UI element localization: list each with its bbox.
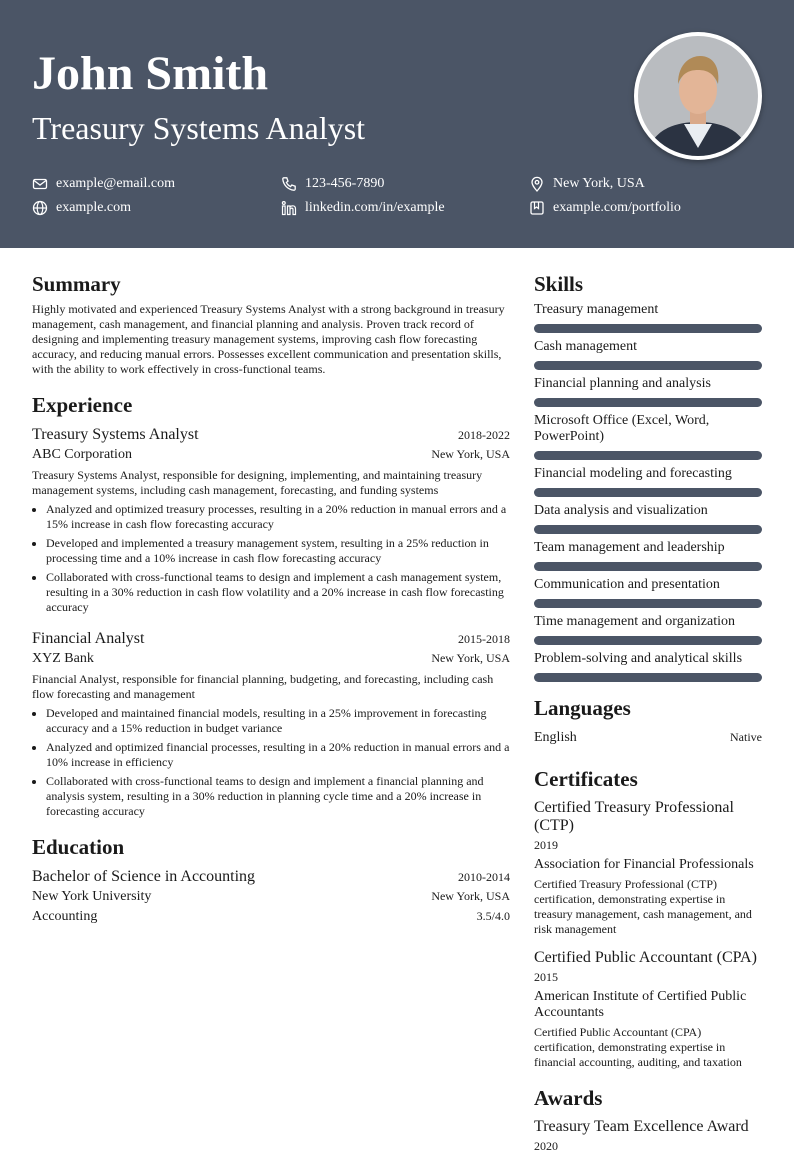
job-company: ABC Corporation xyxy=(32,447,132,462)
skill-bar xyxy=(534,673,762,682)
job-dates: 2018-2022 xyxy=(458,428,510,442)
contact-location xyxy=(529,175,645,193)
awards-heading: Awards xyxy=(534,1086,603,1110)
globe-icon xyxy=(32,200,48,216)
certificate-issuer: American Institute of Certified Public Accountants xyxy=(534,989,747,1020)
award-year: 2020 xyxy=(534,1139,558,1153)
summary-heading: Summary xyxy=(32,272,121,296)
skill-name: Team management and leadership xyxy=(534,540,725,555)
phone-text: 123-456-7890 xyxy=(305,176,385,191)
phone-icon xyxy=(281,176,297,192)
location-pin-icon xyxy=(529,176,545,192)
certificate-description: Certified Public Accountant (CPA) certification, demonstrating expertise in financial accounting, auditing, and taxation xyxy=(534,1025,742,1069)
degree: Bachelor of Science in Accounting xyxy=(32,868,256,885)
job-bullet: • Analyzed and optimized financial processes, resulting in a 20% reduction in manual errors and a 10% increase in efficiency xyxy=(46,740,510,770)
language-level: Native xyxy=(730,730,762,744)
certificates-heading: Certificates xyxy=(534,767,638,791)
linkedin-icon xyxy=(281,200,297,216)
candidate-title: Treasury Systems Analyst xyxy=(32,110,366,146)
skill-name: Communication and presentation xyxy=(534,577,720,592)
contact-email[interactable] xyxy=(32,175,175,193)
job-dates: 2015-2018 xyxy=(458,632,510,646)
mail-icon xyxy=(32,176,48,192)
gpa: 3.5/4.0 xyxy=(476,909,510,923)
skill-name: Financial modeling and forecasting xyxy=(534,466,732,481)
email-text: example@email.com xyxy=(56,176,176,191)
certificate-description: Certified Treasury Professional (CTP) certification, demonstrating expertise in treasury management, cash management, and risk management xyxy=(534,877,752,936)
skill-bar xyxy=(534,324,762,333)
portfolio-icon xyxy=(529,200,545,216)
job-entry xyxy=(32,425,510,615)
certificate-issuer: Association for Financial Professionals xyxy=(534,857,754,872)
skill-name: Cash management xyxy=(534,339,638,354)
certificate-year: 2019 xyxy=(534,838,558,852)
skill-bar xyxy=(534,451,762,460)
certificate-entry xyxy=(534,949,762,1070)
profile-photo xyxy=(634,32,762,160)
certificate-entry xyxy=(534,799,762,937)
skill-bar xyxy=(534,488,762,497)
linkedin-text: linkedin.com/in/example xyxy=(305,200,445,215)
header-banner xyxy=(0,0,794,248)
job-company: XYZ Bank xyxy=(32,651,94,666)
skills-list xyxy=(534,302,762,682)
job-bullets xyxy=(32,502,510,615)
contact-portfolio[interactable] xyxy=(529,199,681,217)
skill-bar xyxy=(534,525,762,534)
skill-bar xyxy=(534,599,762,608)
contact-linkedin[interactable] xyxy=(281,199,445,217)
skill-bar xyxy=(534,636,762,645)
skill-name: Data analysis and visualization xyxy=(534,503,708,518)
language-entry xyxy=(534,728,762,747)
contact-website[interactable] xyxy=(32,199,131,217)
job-bullet: • Developed and implemented a treasury management system, resulting in a 25% reduction in processing time and a 10% increase in cash flow forecasting accuracy xyxy=(46,536,510,566)
award-entry xyxy=(534,1118,762,1154)
location-text: New York, USA xyxy=(553,176,645,191)
skills-heading: Skills xyxy=(534,272,584,296)
candidate-name: John Smith xyxy=(32,47,269,100)
skill-name: Time management and organization xyxy=(534,614,736,629)
job-bullet: • Collaborated with cross-functional teams to design and implement a financial planning and analysis system, resulting in a 30% reduction in planning cycle time and a 20% increase in forecasting accuracy xyxy=(46,774,510,819)
language-name: English xyxy=(534,730,577,745)
experience-heading: Experience xyxy=(32,393,133,417)
job-entry xyxy=(32,629,510,819)
summary-text: Highly motivated and experienced Treasury Systems Analyst with a strong background in treasury management, cash management, and financial planning and analysis. Proven track record of designing and implementing treasury management systems, improving cash flow forecasting accuracy, and reducing manual errors. Possesses excellent communication and presentation skills, with the ability to work effectively in cross-functional teams. xyxy=(32,302,505,376)
job-title: Treasury Systems Analyst xyxy=(32,426,199,443)
job-title: Financial Analyst xyxy=(32,630,145,647)
job-location: New York, USA xyxy=(431,651,510,665)
school-location: New York, USA xyxy=(431,889,510,903)
education-entry xyxy=(32,867,510,927)
skill-name: Problem-solving and analytical skills xyxy=(534,651,743,666)
languages-heading: Languages xyxy=(534,696,631,720)
skill-bar xyxy=(534,398,762,407)
left-column xyxy=(32,270,510,927)
job-bullets xyxy=(32,706,510,819)
job-bullet: • Analyzed and optimized treasury processes, resulting in a 20% reduction in manual errors and a 15% increase in cash flow forecasting accuracy xyxy=(46,502,510,532)
certificate-name: Certified Public Accountant (CPA) xyxy=(534,949,757,966)
award-name: Treasury Team Excellence Award xyxy=(534,1118,749,1135)
education-heading: Education xyxy=(32,835,125,859)
job-description: Financial Analyst, responsible for financial planning, budgeting, and forecasting, including cash flow forecasting and management xyxy=(32,672,494,701)
skill-name: Financial planning and analysis xyxy=(534,376,711,391)
skill-bar xyxy=(534,361,762,370)
job-bullet: • Collaborated with cross-functional teams to design and implement a cash management system, resulting in a 30% reduction in cash flow volatility and a 20% increase in cash flow forecasting accuracy xyxy=(46,570,510,615)
profile-photo-image xyxy=(638,36,758,156)
right-column xyxy=(534,270,762,1154)
job-location: New York, USA xyxy=(431,447,510,461)
job-bullet: • Developed and maintained financial models, resulting in a 25% improvement in forecasting accuracy and a 15% reduction in budget variance xyxy=(46,706,510,736)
education-dates: 2010-2014 xyxy=(458,870,510,884)
certificate-name: Certified Treasury Professional (CTP) xyxy=(534,799,734,834)
contact-phone[interactable] xyxy=(281,175,384,193)
website-text: example.com xyxy=(56,200,132,215)
skill-name: Treasury management xyxy=(534,302,659,317)
portfolio-text: example.com/portfolio xyxy=(553,200,681,215)
job-description: Treasury Systems Analyst, responsible for designing, implementing, and maintaining treasury management systems, including cash management, forecasting, and funding systems xyxy=(32,468,483,497)
skill-bar xyxy=(534,562,762,571)
certificate-year: 2015 xyxy=(534,970,558,984)
skill-name: Microsoft Office (Excel, Word, PowerPoint) xyxy=(534,413,710,444)
school: New York University xyxy=(32,889,152,904)
field-of-study: Accounting xyxy=(32,909,98,924)
